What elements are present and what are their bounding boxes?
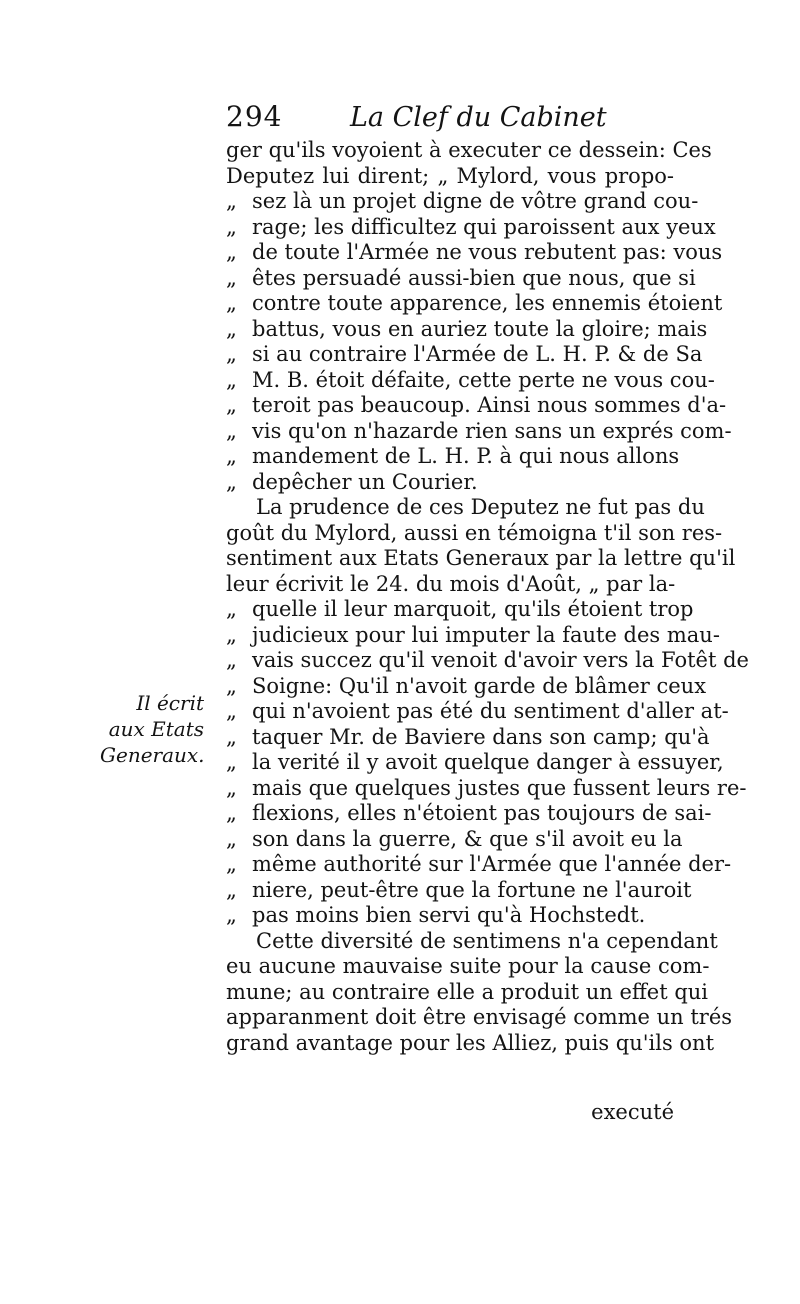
- page-number: 294: [226, 100, 283, 133]
- text-line: [226, 444, 680, 470]
- catchword: executé: [591, 1100, 674, 1124]
- quotation-mark: „: [226, 189, 237, 213]
- body-text: [226, 138, 749, 1056]
- line-text: son dans la guerre, & que s'il avoit eu la: [252, 826, 683, 851]
- text-line: [226, 240, 723, 266]
- line-text: taquer Mr. de Baviere dans son camp; qu'à: [252, 724, 710, 749]
- text-line: [226, 903, 674, 929]
- quotation-mark: „: [226, 826, 237, 851]
- line-text: de toute l'Armée ne vous rebutent pas: vous: [252, 240, 723, 264]
- text-line: [226, 1030, 715, 1057]
- text-line: [226, 393, 727, 419]
- text-line: [226, 954, 710, 980]
- margin-note-line: aux Etats: [108, 717, 204, 741]
- text-line: [226, 648, 749, 674]
- line-text: Deputez lui dirent; „ Mylord, vous propo-: [226, 163, 674, 188]
- line-text: vis qu'on n'hazarde rien sans un exprés com-: [252, 418, 732, 443]
- text-line: [226, 750, 724, 776]
- line-text: sentiment aux Etats Generaux par la lettre qu'il: [226, 546, 736, 570]
- quotation-mark: „: [226, 801, 237, 825]
- text-line: [226, 801, 712, 827]
- text-line: [226, 164, 674, 190]
- line-text: Cette diversité de sentimens n'a cependant: [256, 928, 718, 953]
- line-text: M. B. étoit défaite, cette perte ne vous cou-: [252, 367, 715, 392]
- text-line: [226, 928, 718, 955]
- text-line: [226, 418, 732, 445]
- line-text: Soigne: Qu'il n'avoit garde de blâmer ceux: [252, 673, 707, 698]
- line-text: rage; les difficultez qui paroissent aux yeux: [252, 214, 716, 239]
- text-line: [226, 367, 715, 394]
- text-line: [226, 291, 723, 317]
- text-line: [226, 597, 694, 623]
- line-text: si au contraire l'Armée de L. H. P. & de Sa: [252, 342, 703, 366]
- text-line: [226, 826, 683, 853]
- text-line: [226, 1005, 733, 1031]
- text-line: [226, 979, 709, 1006]
- line-text: mais que quelques justes que fussent leurs re-: [252, 775, 747, 800]
- quotation-mark: „: [226, 877, 237, 902]
- line-text: apparanment doit être envisagé comme un trés: [226, 1005, 733, 1029]
- quotation-mark: „: [226, 342, 237, 366]
- line-text: niere, peut-être que la fortune ne l'auroit: [252, 877, 692, 902]
- line-text: sez là un projet digne de vôtre grand cou-: [252, 189, 699, 213]
- quotation-mark: „: [226, 291, 237, 315]
- line-text: leur écrivit le 24. du mois d'Août, „ par la-: [226, 571, 676, 596]
- line-text: depêcher un Courier.: [252, 469, 478, 494]
- line-text: quelle il leur marquoit, qu'ils étoient trop: [252, 597, 694, 621]
- quotation-mark: „: [226, 903, 237, 927]
- text-line: [226, 673, 707, 700]
- quotation-mark: „: [226, 418, 237, 443]
- text-line: [226, 775, 747, 802]
- quotation-mark: „: [226, 316, 237, 341]
- text-line: [226, 316, 708, 343]
- line-text: êtes persuadé aussi-bien que nous, que si: [252, 265, 696, 290]
- quotation-mark: „: [226, 214, 237, 239]
- text-line: [226, 138, 712, 164]
- quotation-mark: „: [226, 852, 237, 876]
- quotation-mark: „: [226, 469, 237, 494]
- text-line: [226, 699, 729, 725]
- margin-note-line: Il écrit: [136, 691, 204, 715]
- text-line: [226, 852, 732, 878]
- line-text: mune; au contraire elle a produit un effet qui: [226, 979, 709, 1004]
- line-text: contre toute apparence, les ennemis étoient: [252, 291, 723, 315]
- line-text: teroit pas beaucoup. Ainsi nous sommes d'a-: [252, 393, 727, 417]
- line-text: grand avantage pour les Alliez, puis qu'ils ont: [226, 1030, 715, 1055]
- line-text: pas moins bien servi qu'à Hochstedt.: [252, 903, 646, 927]
- text-line: [226, 724, 710, 751]
- text-line: [226, 572, 674, 598]
- line-text: goût du Mylord, aussi en témoigna t'il son res-: [226, 520, 723, 545]
- line-text: La prudence de ces Deputez ne fut pas du: [256, 495, 705, 519]
- quotation-mark: „: [226, 699, 237, 723]
- text-line: [226, 189, 699, 215]
- quotation-mark: „: [226, 444, 237, 468]
- quotation-mark: „: [226, 673, 237, 698]
- quotation-mark: „: [226, 597, 237, 621]
- quotation-mark: „: [226, 775, 237, 800]
- quotation-mark: „: [226, 393, 237, 417]
- line-text: même authorité sur l'Armée que l'année der-: [252, 852, 732, 876]
- line-text: judicieux pour lui imputer la faute des mau-: [252, 622, 720, 647]
- line-text: flexions, elles n'étoient pas toujours de sai-: [252, 801, 712, 825]
- line-text: battus, vous en auriez toute la gloire; mais: [252, 316, 708, 341]
- quotation-mark: „: [226, 648, 237, 672]
- line-text: qui n'avoient pas été du sentiment d'aller at-: [252, 699, 729, 723]
- text-line: [226, 265, 696, 292]
- line-text: vais succez qu'il venoit d'avoir vers la Fotêt de: [252, 648, 749, 672]
- text-line: [226, 877, 692, 904]
- quotation-mark: „: [226, 724, 237, 749]
- line-text: la verité il y avoit quelque danger à essuyer,: [252, 750, 724, 774]
- text-line: [226, 622, 720, 649]
- text-line: [226, 495, 705, 521]
- text-line: [226, 342, 703, 368]
- line-text: mandement de L. H. P. à qui nous allons: [252, 444, 680, 468]
- text-line: [226, 520, 723, 547]
- quotation-mark: „: [226, 265, 237, 290]
- quotation-mark: „: [226, 367, 237, 392]
- quotation-mark: „: [226, 622, 237, 647]
- margin-note-line: Generaux.: [100, 743, 205, 767]
- running-title: La Clef du Cabinet: [350, 102, 607, 133]
- page-header: [226, 100, 686, 140]
- text-line: [226, 214, 716, 241]
- margin-note: [100, 690, 204, 768]
- line-text: ger qu'ils voyoient à executer ce dessein: Ces: [226, 138, 712, 162]
- text-line: [226, 546, 736, 572]
- quotation-mark: „: [226, 240, 237, 264]
- quotation-mark: „: [226, 750, 237, 774]
- text-line: [226, 470, 674, 496]
- line-text: eu aucune mauvaise suite pour la cause com-: [226, 954, 710, 978]
